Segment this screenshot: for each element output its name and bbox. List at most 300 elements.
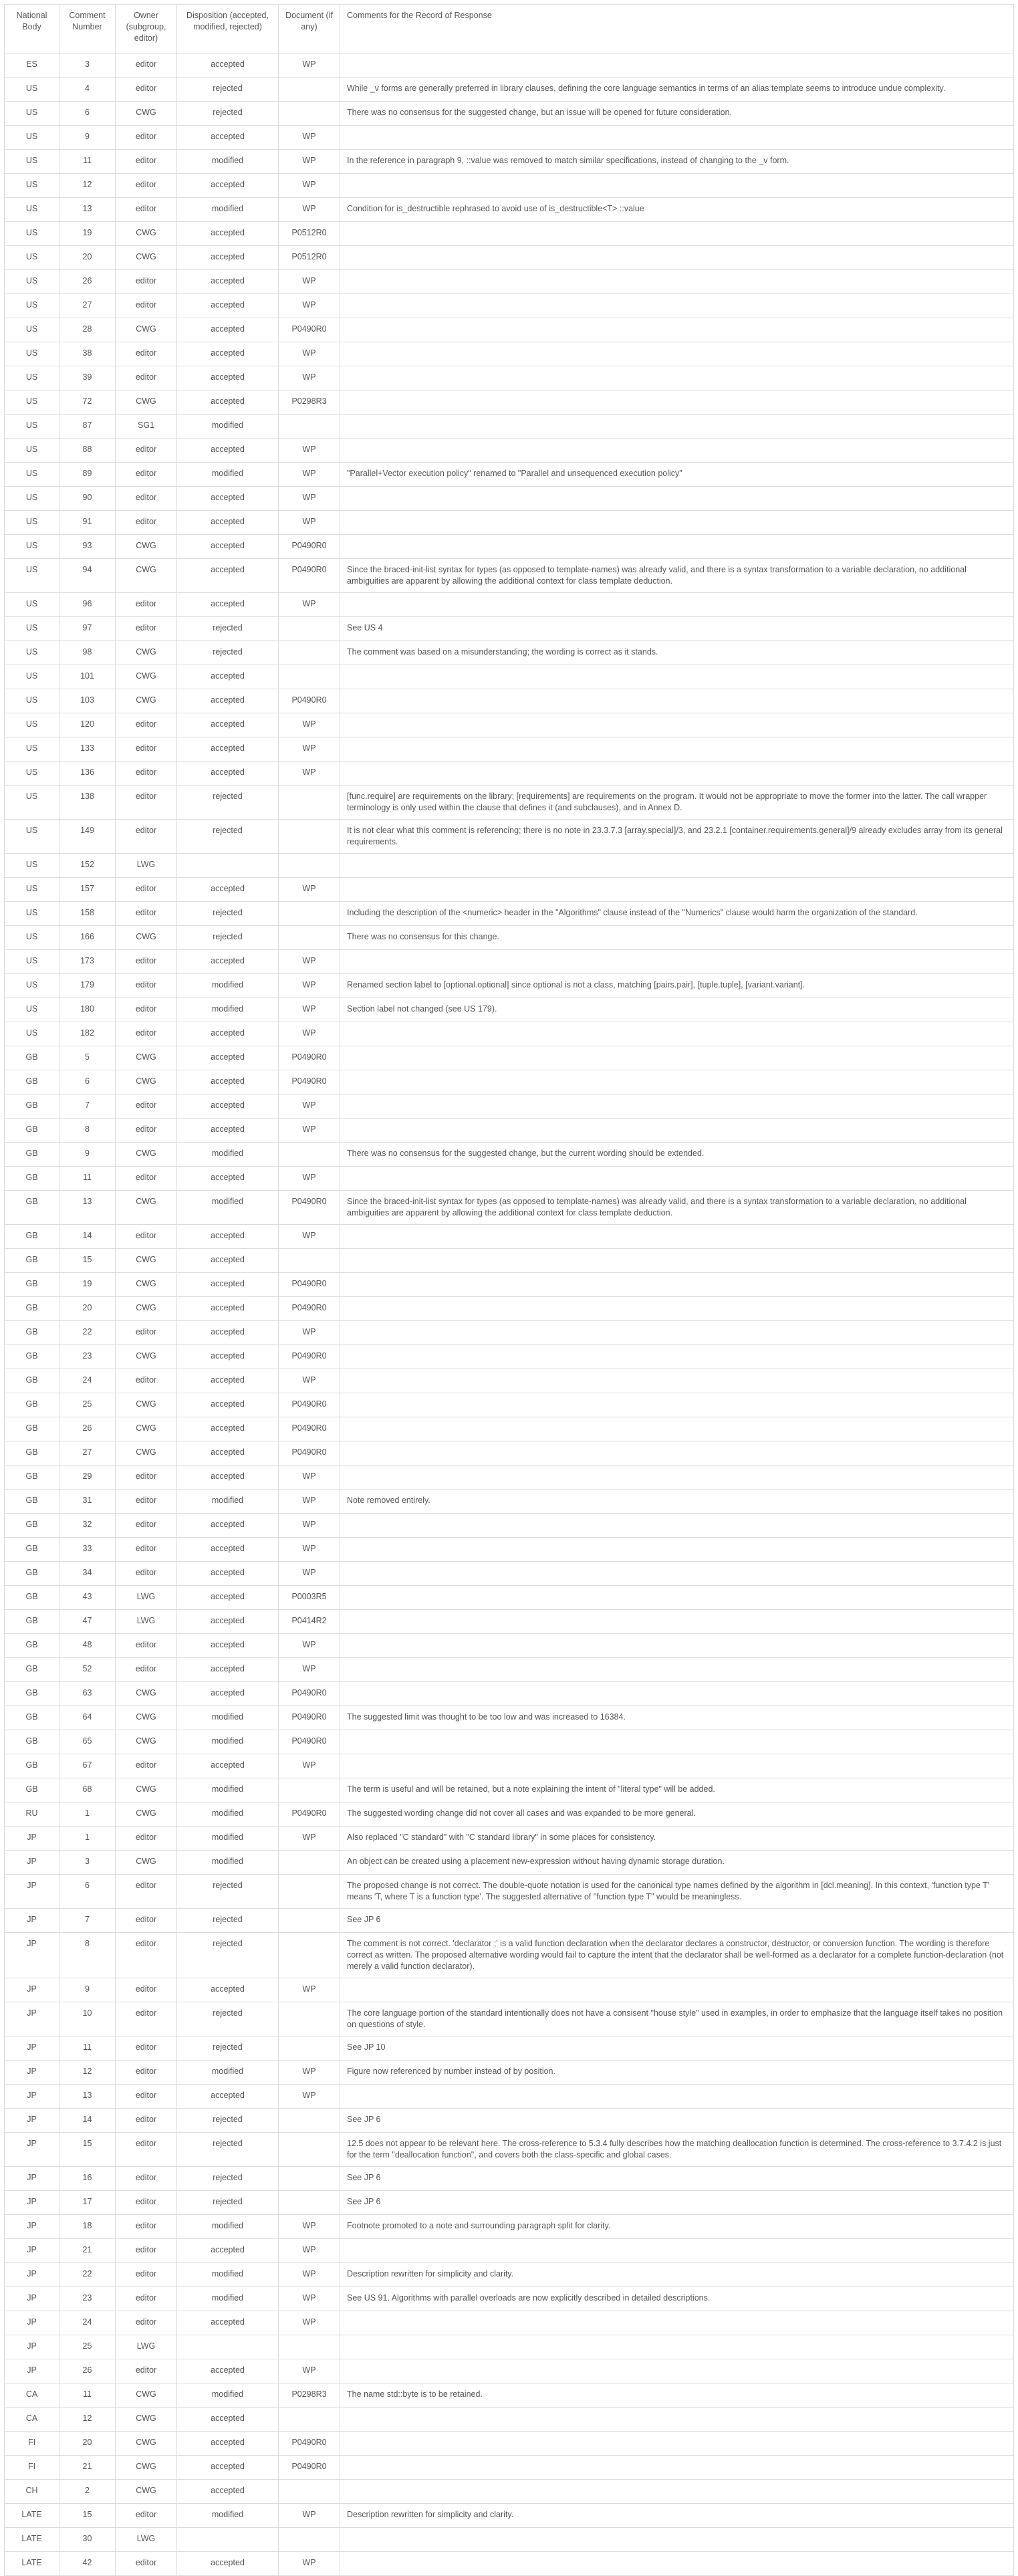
table-row [5, 1249, 1014, 1273]
document-cell [279, 854, 340, 878]
owner-cell: editor [116, 2002, 177, 2036]
comment-number-cell: 72 [59, 390, 116, 415]
owner-cell: editor [116, 950, 177, 974]
comment-cell [340, 126, 1014, 150]
owner-cell: editor [116, 617, 177, 641]
comment-cell [340, 1393, 1014, 1417]
owner-cell: editor [116, 2085, 177, 2109]
comment-number-cell: 179 [59, 974, 116, 998]
comment-number-cell: 47 [59, 1610, 116, 1634]
document-cell: P0414R2 [279, 1610, 340, 1634]
document-cell: P0490R0 [279, 1070, 340, 1094]
owner-cell: editor [116, 174, 177, 198]
document-cell [279, 2109, 340, 2133]
owner-cell: editor [116, 1119, 177, 1143]
comment-number-cell: 182 [59, 1022, 116, 1046]
disposition-cell: accepted [177, 390, 279, 415]
disposition-cell: accepted [177, 593, 279, 617]
national-body-cell: GB [5, 1297, 59, 1321]
document-cell: P0298R3 [279, 390, 340, 415]
document-cell: P0490R0 [279, 1297, 340, 1321]
table-row [5, 2061, 1014, 2085]
table-row [5, 593, 1014, 617]
document-cell: P0490R0 [279, 1273, 340, 1297]
table-row [5, 1273, 1014, 1297]
disposition-cell: accepted [177, 2408, 279, 2432]
disposition-cell: modified [177, 1706, 279, 1730]
table-row [5, 1490, 1014, 1514]
comment-cell [340, 950, 1014, 974]
comment-cell [340, 439, 1014, 463]
comment-number-cell: 12 [59, 2061, 116, 2085]
header-disposition: Disposition (accepted, modified, rejected) [177, 5, 279, 53]
comment-number-cell: 5 [59, 1046, 116, 1070]
table-row [5, 222, 1014, 246]
national-body-cell: JP [5, 2061, 59, 2085]
table-row [5, 439, 1014, 463]
document-cell: WP [279, 174, 340, 198]
comment-cell [340, 2335, 1014, 2359]
disposition-cell: modified [177, 463, 279, 487]
comment-number-cell: 13 [59, 198, 116, 222]
national-body-cell: US [5, 617, 59, 641]
table-row [5, 950, 1014, 974]
table-row [5, 1706, 1014, 1730]
comment-number-cell: 11 [59, 1167, 116, 1191]
national-body-cell: GB [5, 1562, 59, 1586]
comment-number-cell: 91 [59, 511, 116, 535]
comment-number-cell: 52 [59, 1658, 116, 1682]
document-cell: WP [279, 713, 340, 737]
table-row [5, 2191, 1014, 2215]
owner-cell: CWG [116, 318, 177, 342]
disposition-cell: modified [177, 2263, 279, 2287]
disposition-cell: modified [177, 1730, 279, 1754]
disposition-cell: accepted [177, 1249, 279, 1273]
disposition-cell: accepted [177, 1658, 279, 1682]
owner-cell: editor [116, 366, 177, 390]
comment-cell: See JP 6 [340, 2191, 1014, 2215]
table-row [5, 415, 1014, 439]
document-cell: WP [279, 150, 340, 174]
document-cell [279, 102, 340, 126]
comment-cell [340, 737, 1014, 762]
national-body-cell: GB [5, 1094, 59, 1119]
disposition-cell: accepted [177, 1225, 279, 1249]
document-cell: WP [279, 1119, 340, 1143]
table-row [5, 1682, 1014, 1706]
comment-number-cell: 158 [59, 902, 116, 926]
disposition-cell: accepted [177, 1610, 279, 1634]
comment-number-cell: 15 [59, 2504, 116, 2528]
owner-cell: CWG [116, 1393, 177, 1417]
document-cell: WP [279, 2239, 340, 2263]
comment-cell [340, 1225, 1014, 1249]
document-cell: WP [279, 294, 340, 318]
comment-cell [340, 511, 1014, 535]
comment-number-cell: 9 [59, 1143, 116, 1167]
owner-cell: CWG [116, 1441, 177, 1466]
disposition-cell: accepted [177, 366, 279, 390]
national-body-cell: GB [5, 1191, 59, 1225]
national-body-cell: JP [5, 2359, 59, 2383]
national-body-cell: US [5, 665, 59, 689]
owner-cell: CWG [116, 2383, 177, 2408]
table-row [5, 1978, 1014, 2002]
header-comment-number: Comment Number [59, 5, 116, 53]
comment-cell: See JP 6 [340, 2167, 1014, 2191]
document-cell: WP [279, 1167, 340, 1191]
comment-cell [340, 1369, 1014, 1393]
document-cell [279, 2167, 340, 2191]
comment-number-cell: 96 [59, 593, 116, 617]
national-body-cell: JP [5, 2085, 59, 2109]
owner-cell: CWG [116, 1778, 177, 1802]
document-cell [279, 2002, 340, 2036]
national-body-cell: ES [5, 53, 59, 78]
national-body-cell: US [5, 820, 59, 854]
national-body-cell: CA [5, 2408, 59, 2432]
disposition-cell: modified [177, 2383, 279, 2408]
disposition-cell: rejected [177, 1933, 279, 1978]
header-row [5, 5, 1014, 53]
comment-number-cell: 25 [59, 1393, 116, 1417]
table-row [5, 1730, 1014, 1754]
document-cell: P0490R0 [279, 1345, 340, 1369]
national-body-cell: US [5, 126, 59, 150]
table-row [5, 294, 1014, 318]
document-cell: P0298R3 [279, 2383, 340, 2408]
owner-cell: editor [116, 2109, 177, 2133]
comment-number-cell: 63 [59, 1682, 116, 1706]
owner-cell: editor [116, 1562, 177, 1586]
owner-cell: CWG [116, 1191, 177, 1225]
owner-cell: editor [116, 2311, 177, 2335]
table-row [5, 1802, 1014, 1827]
comment-cell: See US 91. Algorithms with parallel overloads are now explicitly described in detailed descriptions. [340, 2287, 1014, 2311]
document-cell: WP [279, 737, 340, 762]
comment-cell [340, 1046, 1014, 1070]
national-body-cell: GB [5, 1225, 59, 1249]
disposition-cell: accepted [177, 535, 279, 559]
national-body-cell: US [5, 689, 59, 713]
national-body-cell: US [5, 878, 59, 902]
comment-number-cell: 13 [59, 2085, 116, 2109]
disposition-cell: modified [177, 1143, 279, 1167]
document-cell [279, 926, 340, 950]
owner-cell: editor [116, 2167, 177, 2191]
comment-number-cell: 14 [59, 2109, 116, 2133]
owner-cell: CWG [116, 1249, 177, 1273]
comment-cell: Since the braced-init-list syntax for types (as opposed to template-names) was already valid, and there is a syntax transformation to a variable declaration, no additional ambiguities are apparent by allowing the additional context for class template deduction. [340, 1191, 1014, 1225]
table-row [5, 535, 1014, 559]
document-cell: P0490R0 [279, 1393, 340, 1417]
comment-cell: The comment is not correct. 'declarator ;' is a valid function declaration when the declarator declares a constructor, destructor, or conversion function. The wording is therefore correct as written. The proposed alternative wording would fail to capture the intent that the declarator shall be well-formed as a declarator for a complete function-declaration (not merely a valid function declarator). [340, 1933, 1014, 1978]
national-body-cell: GB [5, 1682, 59, 1706]
owner-cell: CWG [116, 2480, 177, 2504]
comment-cell [340, 342, 1014, 366]
comment-number-cell: 152 [59, 854, 116, 878]
comment-cell [340, 1634, 1014, 1658]
owner-cell: editor [116, 53, 177, 78]
document-cell: WP [279, 1022, 340, 1046]
comment-number-cell: 12 [59, 174, 116, 198]
disposition-cell: rejected [177, 2109, 279, 2133]
owner-cell: CWG [116, 1706, 177, 1730]
national-body-cell: US [5, 641, 59, 665]
document-cell [279, 902, 340, 926]
document-cell: WP [279, 126, 340, 150]
national-body-cell: US [5, 762, 59, 786]
table-row [5, 463, 1014, 487]
table-row [5, 2239, 1014, 2263]
disposition-cell: accepted [177, 270, 279, 294]
disposition-cell: accepted [177, 1466, 279, 1490]
table-row [5, 2383, 1014, 2408]
comment-number-cell: 67 [59, 1754, 116, 1778]
owner-cell: CWG [116, 1345, 177, 1369]
table-row [5, 1225, 1014, 1249]
comment-number-cell: 23 [59, 2287, 116, 2311]
disposition-cell: modified [177, 1490, 279, 1514]
national-body-cell: US [5, 270, 59, 294]
national-body-cell: US [5, 593, 59, 617]
disposition-cell: rejected [177, 2036, 279, 2061]
owner-cell: editor [116, 1538, 177, 1562]
document-cell: WP [279, 2215, 340, 2239]
disposition-cell [177, 2335, 279, 2359]
comment-cell [340, 1022, 1014, 1046]
table-row [5, 1538, 1014, 1562]
owner-cell: editor [116, 1875, 177, 1909]
disposition-cell: accepted [177, 950, 279, 974]
comment-cell [340, 2085, 1014, 2109]
comment-number-cell: 27 [59, 1441, 116, 1466]
comment-cell: Description rewritten for simplicity and clarity. [340, 2263, 1014, 2287]
comment-cell: See JP 6 [340, 2109, 1014, 2133]
owner-cell: editor [116, 1369, 177, 1393]
disposition-cell: accepted [177, 1321, 279, 1345]
national-body-cell: GB [5, 1143, 59, 1167]
owner-cell: editor [116, 439, 177, 463]
document-cell [279, 1933, 340, 1978]
comment-number-cell: 39 [59, 366, 116, 390]
comment-cell: There was no consensus for this change. [340, 926, 1014, 950]
owner-cell: CWG [116, 390, 177, 415]
comment-number-cell: 11 [59, 2383, 116, 2408]
owner-cell: CWG [116, 1851, 177, 1875]
disposition-cell: accepted [177, 1514, 279, 1538]
national-body-cell: US [5, 737, 59, 762]
national-body-cell: US [5, 78, 59, 102]
table-row [5, 2133, 1014, 2167]
document-cell [279, 2335, 340, 2359]
document-cell [279, 2408, 340, 2432]
owner-cell: editor [116, 786, 177, 820]
disposition-cell: rejected [177, 102, 279, 126]
table-row [5, 1851, 1014, 1875]
national-body-cell: US [5, 487, 59, 511]
comment-number-cell: 17 [59, 2191, 116, 2215]
document-cell: WP [279, 2504, 340, 2528]
comment-cell [340, 1586, 1014, 1610]
table-row [5, 1658, 1014, 1682]
comment-cell: In the reference in paragraph 9, ::value was removed to match similar specifications, instead of changing to the _v form. [340, 150, 1014, 174]
disposition-cell: accepted [177, 2432, 279, 2456]
table-row [5, 1875, 1014, 1909]
table-row [5, 342, 1014, 366]
document-cell [279, 617, 340, 641]
comment-number-cell: 94 [59, 559, 116, 593]
document-cell: P0490R0 [279, 1441, 340, 1466]
comment-number-cell: 21 [59, 2239, 116, 2263]
table-row [5, 1827, 1014, 1851]
owner-cell: editor [116, 737, 177, 762]
national-body-cell: JP [5, 2109, 59, 2133]
table-row [5, 2456, 1014, 2480]
document-cell: WP [279, 366, 340, 390]
table-row [5, 1586, 1014, 1610]
table-row [5, 974, 1014, 998]
document-cell: WP [279, 1538, 340, 1562]
document-cell: WP [279, 2359, 340, 2383]
comment-cell [340, 222, 1014, 246]
table-row [5, 1441, 1014, 1466]
comment-number-cell: 133 [59, 737, 116, 762]
comment-number-cell: 88 [59, 439, 116, 463]
document-cell: P0490R0 [279, 1191, 340, 1225]
national-body-cell: GB [5, 1119, 59, 1143]
comment-cell [340, 53, 1014, 78]
national-body-cell: LATE [5, 2504, 59, 2528]
comment-cell [340, 294, 1014, 318]
table-row [5, 1070, 1014, 1094]
owner-cell: CWG [116, 1730, 177, 1754]
owner-cell: CWG [116, 1273, 177, 1297]
national-body-cell: US [5, 150, 59, 174]
comment-cell: Renamed section label to [optional.optional] since optional is not a class, matching [pairs.pair], [tuple.tuple], [variant.variant]. [340, 974, 1014, 998]
comment-number-cell: 26 [59, 270, 116, 294]
document-cell [279, 641, 340, 665]
comment-number-cell: 22 [59, 2263, 116, 2287]
disposition-cell: modified [177, 1827, 279, 1851]
comment-number-cell: 28 [59, 318, 116, 342]
table-row [5, 2359, 1014, 2383]
table-row [5, 902, 1014, 926]
owner-cell: editor [116, 342, 177, 366]
comment-cell [340, 487, 1014, 511]
disposition-cell: modified [177, 2215, 279, 2239]
table-row [5, 689, 1014, 713]
comment-cell [340, 1730, 1014, 1754]
table-row [5, 1345, 1014, 1369]
document-cell: WP [279, 1369, 340, 1393]
comment-cell: Condition for is_destructible rephrased to avoid use of is_destructible<T> ::value [340, 198, 1014, 222]
document-cell: WP [279, 198, 340, 222]
disposition-cell: accepted [177, 1978, 279, 2002]
table-row [5, 1909, 1014, 1933]
disposition-cell: modified [177, 1802, 279, 1827]
document-cell: P0490R0 [279, 1802, 340, 1827]
comment-cell [340, 2311, 1014, 2335]
comment-cell [340, 2239, 1014, 2263]
document-cell: WP [279, 1658, 340, 1682]
comment-number-cell: 6 [59, 102, 116, 126]
table-row [5, 786, 1014, 820]
document-cell: P0490R0 [279, 2432, 340, 2456]
comment-cell [340, 1978, 1014, 2002]
table-row [5, 1634, 1014, 1658]
national-body-cell: JP [5, 2167, 59, 2191]
disposition-cell: accepted [177, 737, 279, 762]
national-body-cell: RU [5, 1802, 59, 1827]
table-row [5, 2432, 1014, 2456]
comment-cell [340, 1417, 1014, 1441]
table-row [5, 1094, 1014, 1119]
owner-cell: editor [116, 1978, 177, 2002]
comment-number-cell: 8 [59, 1119, 116, 1143]
comment-number-cell: 93 [59, 535, 116, 559]
document-cell: WP [279, 439, 340, 463]
disposition-cell: modified [177, 1851, 279, 1875]
owner-cell: CWG [116, 1802, 177, 1827]
national-body-cell: GB [5, 1730, 59, 1754]
document-cell: WP [279, 762, 340, 786]
disposition-cell [177, 2528, 279, 2552]
comment-cell [340, 762, 1014, 786]
comment-cell: Also replaced "C standard" with "C standard library" in some places for consistency. [340, 1827, 1014, 1851]
disposition-cell: rejected [177, 641, 279, 665]
national-body-cell: GB [5, 1167, 59, 1191]
comment-number-cell: 14 [59, 1225, 116, 1249]
national-body-cell: GB [5, 1634, 59, 1658]
owner-cell: editor [116, 2133, 177, 2167]
disposition-cell: rejected [177, 617, 279, 641]
national-body-cell: GB [5, 1441, 59, 1466]
national-body-cell: GB [5, 1514, 59, 1538]
national-body-cell: US [5, 950, 59, 974]
disposition-cell: accepted [177, 1297, 279, 1321]
disposition-cell: rejected [177, 786, 279, 820]
national-body-cell: GB [5, 1658, 59, 1682]
table-row [5, 511, 1014, 535]
document-cell: WP [279, 1514, 340, 1538]
disposition-cell: accepted [177, 1393, 279, 1417]
owner-cell: editor [116, 2263, 177, 2287]
national-body-cell: GB [5, 1706, 59, 1730]
comment-cell [340, 1562, 1014, 1586]
document-cell [279, 820, 340, 854]
document-cell: WP [279, 2085, 340, 2109]
comment-number-cell: 43 [59, 1586, 116, 1610]
owner-cell: editor [116, 198, 177, 222]
table-row [5, 1778, 1014, 1802]
comment-number-cell: 68 [59, 1778, 116, 1802]
disposition-cell: modified [177, 2287, 279, 2311]
disposition-cell: accepted [177, 1754, 279, 1778]
national-body-cell: US [5, 463, 59, 487]
comment-cell [340, 1466, 1014, 1490]
comment-cell [340, 854, 1014, 878]
comment-cell: Description rewritten for simplicity and clarity. [340, 2504, 1014, 2528]
owner-cell: editor [116, 762, 177, 786]
comment-cell: The proposed change is not correct. The double-quote notation is used for the canonical type names defined by the algorithm in [dcl.meaning]. In this context, 'function type T' means 'T, where T is a function type'. The suggested alternative of "function type T" would be meaningless. [340, 1875, 1014, 1909]
table-row [5, 1562, 1014, 1586]
owner-cell: editor [116, 902, 177, 926]
comment-cell [340, 1167, 1014, 1191]
owner-cell: editor [116, 2191, 177, 2215]
national-body-cell: US [5, 246, 59, 270]
